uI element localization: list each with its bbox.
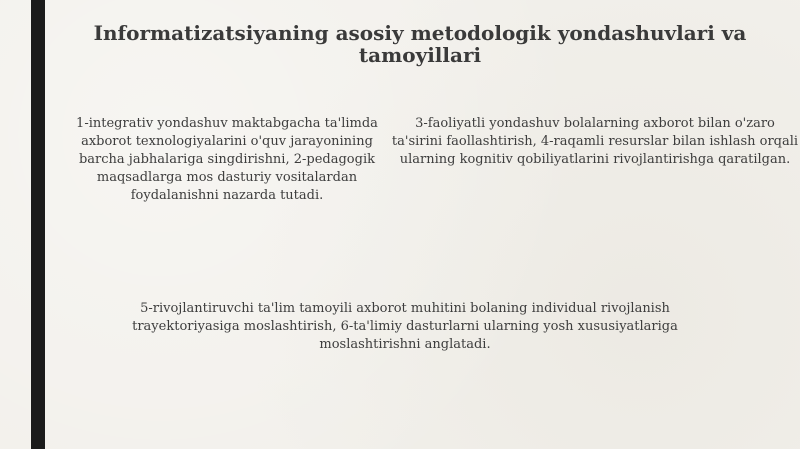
- left-accent-bar: [31, 0, 45, 449]
- slide-title: Informatizatsiyaning asosiy metodologik yondashuvlari va tamoyillari: [93, 21, 747, 67]
- paragraph-approaches-1-2: 1-integrativ yondashuv maktabgacha ta'limda axborot texnologiyalarini o'quv jarayonining barcha jabhalariga singdirishni, 2-pedagogik maqsadlarga mos dasturiy vositalardan foydalanishni nazarda tutadi.: [76, 116, 378, 203]
- paragraph-approaches-3-4: 3-faoliyatli yondashuv bolalarning axborot bilan o'zaro ta'sirini faollashtirish, 4-raqamli resurslar bilan ishlash orqali ularning kognitiv qobiliyatlarini rivojlantirishga qaratilgan.: [391, 116, 799, 167]
- paragraph-principles-5-6: 5-rivojlantiruvchi ta'lim tamoyili axborot muhitini bolaning individual rivojlanish trayektoriyasiga moslashtirish, 6-ta'limiy dasturlarni ularning yosh xususiyatlariga moslashtirishni anglatadi.: [132, 301, 678, 352]
